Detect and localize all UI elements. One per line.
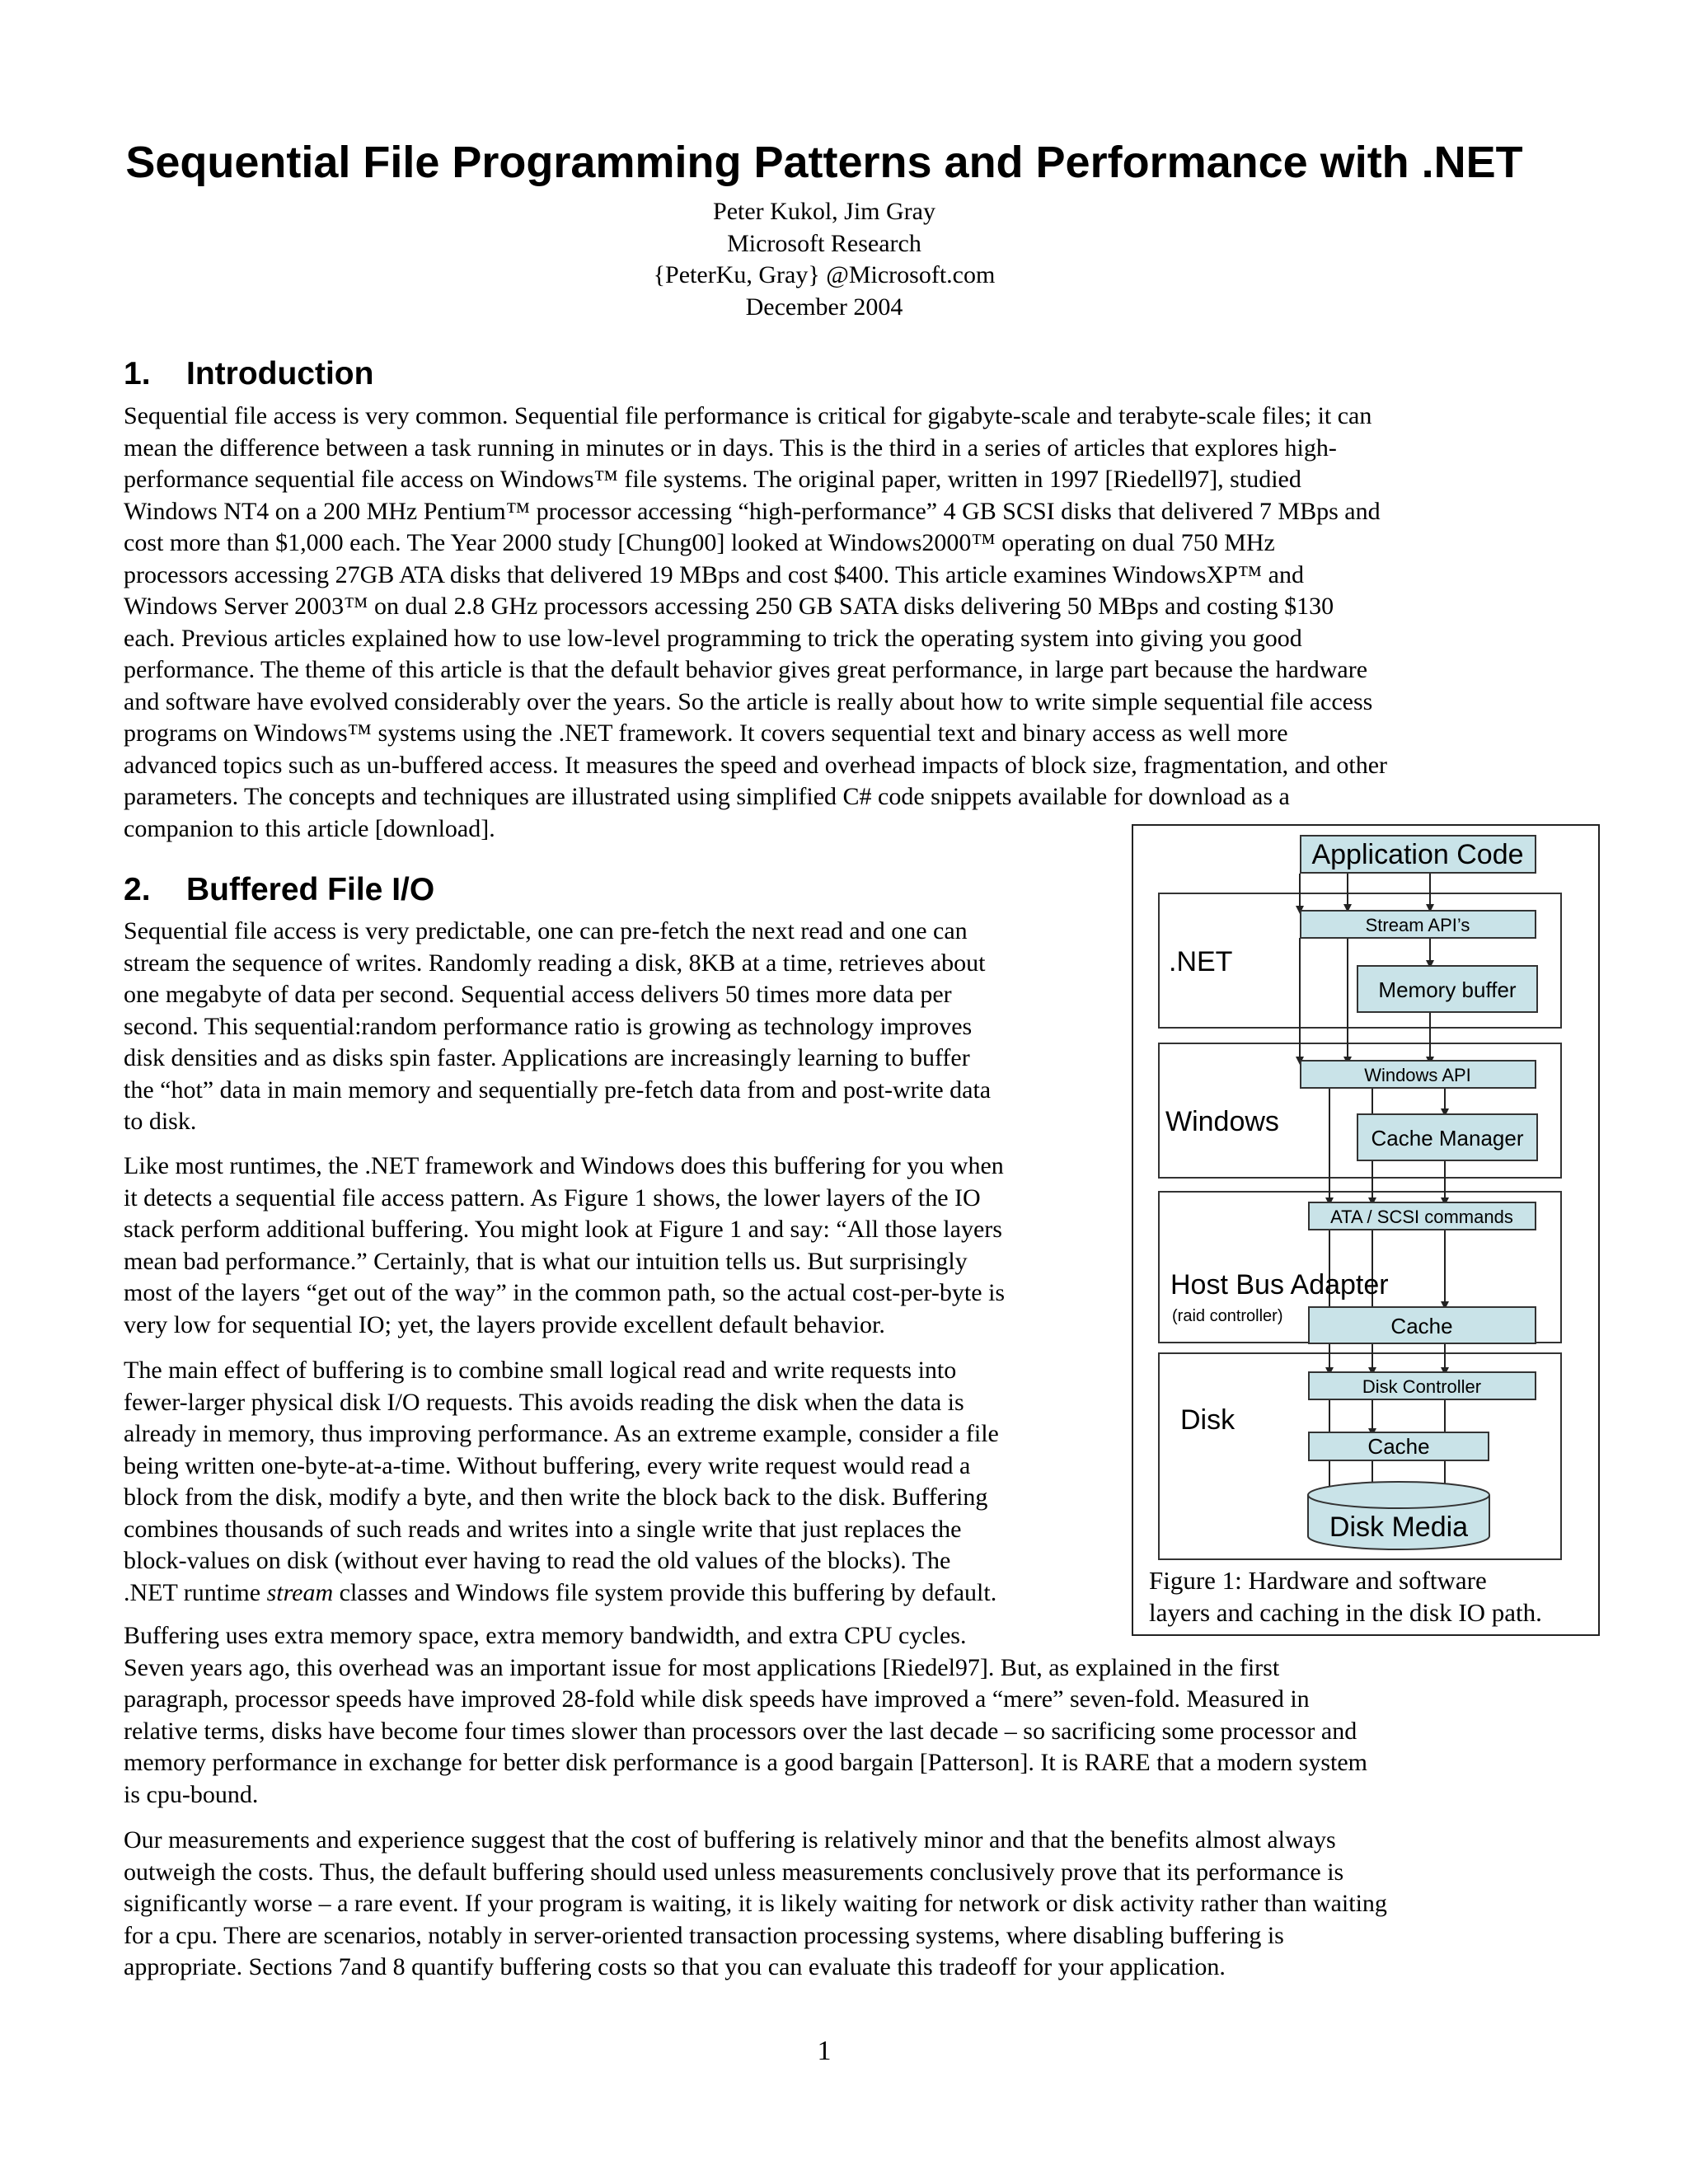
io-stack-diagram xyxy=(1133,826,1601,1638)
affiliation: Microsoft Research xyxy=(727,229,921,257)
paragraph-line: .NET runtime stream classes and Windows file system provide this buffering by default. xyxy=(124,1578,997,1606)
figure-1 xyxy=(1132,824,1600,1636)
paragraph-line: block-values on disk (without ever having to read the old values of the blocks). The xyxy=(124,1547,951,1574)
paragraph-line: outweigh the costs. Thus, the default buffering should used unless measurements conclusively prove that its performance is xyxy=(124,1858,1344,1886)
paragraph-line: stream the sequence of writes. Randomly reading a disk, 8KB at a time, retrieves about xyxy=(124,949,986,977)
caption-line-1: Figure 1: Hardware and software xyxy=(1149,1566,1487,1595)
application-code-box xyxy=(1301,836,1536,873)
paragraph-line: mean the difference between a task running in minutes or in days. This is the third in a series of articles that explores high- xyxy=(124,434,1337,462)
svg-text:Cache: Cache xyxy=(1390,1314,1453,1338)
paragraph-line: processors accessing 27GB ATA disks that delivered 19 MBps and cost $400. This article examines WindowsXP™ and xyxy=(124,560,1304,588)
paragraph-line: one megabyte of data per second. Sequential access delivers 50 times more data per xyxy=(124,981,952,1008)
windows-label: Windows xyxy=(1165,1106,1279,1137)
paragraph-line: cost more than $1,000 each. The Year 2000 study [Chung00] looked at Windows2000™ operating on dual 750 MHz xyxy=(124,529,1275,556)
paragraph-line: programs on Windows™ systems using the .NET framework. It covers sequential text and binary access as well more xyxy=(124,719,1288,747)
svg-text:ATA / SCSI commands: ATA / SCSI commands xyxy=(1330,1207,1513,1227)
paragraph-line: second. This sequential:random performance ratio is growing as technology improves xyxy=(124,1012,973,1040)
svg-text:Stream API’s: Stream API’s xyxy=(1365,915,1470,935)
authors: Peter Kukol, Jim Gray xyxy=(713,198,935,225)
paragraph-line: Windows Server 2003™ on dual 2.8 GHz processors accessing 250 GB SATA disks delivering 50 MBps and costing $130 xyxy=(124,593,1334,620)
figure-1-caption xyxy=(1149,1564,1542,1629)
caption-line-2: layers and caching in the disk IO path. xyxy=(1149,1598,1542,1627)
paragraph-line: Windows NT4 on a 200 MHz Pentium™ processor accessing “high-performance” 4 GB SCSI disks that delivered 7 MBps and xyxy=(124,497,1381,525)
paragraph-line: is cpu-bound. xyxy=(124,1780,259,1808)
disk-cache-box xyxy=(1309,1432,1489,1460)
buffered-paragraph-2 xyxy=(124,1151,1005,1341)
net-label: .NET xyxy=(1169,946,1233,977)
buffered-paragraph-4 xyxy=(124,1620,1367,1811)
ata-scsi-box xyxy=(1309,1202,1536,1230)
paragraph-line: combines thousands of such reads and writes into a single write that just replaces the xyxy=(124,1515,962,1543)
author-block xyxy=(0,196,1648,323)
section-2-number: 2. xyxy=(124,872,151,907)
paragraph-line: companion to this article [download]. xyxy=(124,814,495,842)
section-2-title: Buffered File I/O xyxy=(186,872,435,907)
paragraph-line: Seven years ago, this overhead was an important issue for most applications [Riedel97]. But, as explained in the first xyxy=(124,1653,1280,1681)
paragraph-line: being written one-byte-at-a-time. Without buffering, every write request would read a xyxy=(124,1451,971,1479)
paragraph-line: memory performance in exchange for better disk performance is a good bargain [Patterson]. It is RARE that a modern system xyxy=(124,1749,1367,1776)
paragraph-line: The main effect of buffering is to combine small logical read and write requests into xyxy=(124,1357,957,1384)
paragraph-line: the “hot” data in main memory and sequentially pre-fetch data from and post-write data xyxy=(124,1076,992,1104)
paragraph-line: Sequential file access is very common. Sequential file performance is critical for gigabyte-scale and terabyte-scale files; it can xyxy=(124,402,1372,429)
hba-sublabel: (raid controller) xyxy=(1172,1307,1283,1325)
paragraph-line: Buffering uses extra memory space, extra memory bandwidth, and extra CPU cycles. xyxy=(124,1622,967,1649)
paper-title: Sequential File Programming Patterns and Performance with .NET xyxy=(125,138,1523,187)
windows-api-box xyxy=(1301,1061,1536,1088)
paragraph-line: most of the layers “get out of the way” in the common path, so the actual cost-per-byte is xyxy=(124,1279,1006,1306)
memory-buffer-box xyxy=(1357,966,1537,1012)
disk-controller-box xyxy=(1309,1372,1536,1399)
paragraph-line: it detects a sequential file access pattern. As Figure 1 shows, the lower layers of the IO xyxy=(124,1183,981,1212)
paragraph-line: mean bad performance.” Certainly, that is what our intuition tells us. But surprisingly xyxy=(124,1247,968,1275)
svg-text:Cache Manager: Cache Manager xyxy=(1371,1126,1524,1151)
paragraph-line: Our measurements and experience suggest that the cost of buffering is relatively minor and that the benefits almost always xyxy=(124,1826,1336,1854)
section-2-heading xyxy=(124,872,434,908)
svg-text:Windows API: Windows API xyxy=(1364,1065,1471,1085)
paragraph-line: stack perform additional buffering. You might look at Figure 1 and say: “All those layers xyxy=(124,1216,1002,1243)
stream-apis-box xyxy=(1301,911,1536,938)
section-1-number: 1. xyxy=(124,356,151,391)
paragraph-line: for a cpu. There are scenarios, notably in server-oriented transaction processing systems, where disabling buffering is xyxy=(124,1921,1284,1949)
hba-label: Host Bus Adapter xyxy=(1170,1269,1389,1301)
cache-manager-box xyxy=(1357,1114,1537,1160)
intro-paragraph xyxy=(124,401,1387,845)
svg-text:Disk Media: Disk Media xyxy=(1329,1511,1469,1543)
paragraph-line: appropriate. Sections 7and 8 quantify buffering costs so that you can evaluate this tradeoff for your application. xyxy=(124,1953,1226,1980)
disk-media-cylinder xyxy=(1308,1482,1489,1549)
paragraph-line: block from the disk, modify a byte, and then write the block back to the disk. Buffering xyxy=(124,1483,988,1511)
paragraph-line: significantly worse – a rare event. If your program is waiting, it is likely waiting for network or disk activity rather than waiting xyxy=(124,1890,1387,1917)
paragraph-line: and software have evolved considerably over the years. So the article is really about how to write simple sequential file access xyxy=(124,687,1373,715)
paragraph-line: parameters. The concepts and techniques are illustrated using simplified C# code snippets available for download as a xyxy=(124,783,1290,810)
svg-text:Application Code: Application Code xyxy=(1311,839,1524,870)
paragraph-line: relative terms, disks have become four times slower than processors over the last decade – so sacrificing some processor and xyxy=(124,1717,1357,1745)
paragraph-line: Sequential file access is very predictable, one can pre-fetch the next read and one can xyxy=(124,917,968,944)
paragraph-line: paragraph, processor speeds have improved 28-fold while disk speeds have improved a “mere” seven-fold. Measured in xyxy=(124,1685,1310,1713)
section-1-heading xyxy=(124,356,373,392)
hba-cache-box xyxy=(1309,1307,1536,1343)
buffered-paragraph-3 xyxy=(124,1355,999,1609)
stream-emphasis: stream xyxy=(266,1578,334,1606)
svg-text:Cache: Cache xyxy=(1367,1434,1430,1459)
paragraph-line: performance sequential file access on Windows™ file systems. The original paper, written in 1997 [Riedell97], studied xyxy=(124,466,1301,493)
buffered-paragraph-1 xyxy=(124,916,991,1138)
paragraph-line: to disk. xyxy=(124,1108,197,1135)
page-number: 1 xyxy=(817,2036,832,2066)
disk-label: Disk xyxy=(1180,1404,1236,1436)
paragraph-line: already in memory, thus improving performance. As an extreme example, consider a file xyxy=(124,1420,999,1447)
paragraph-line: very low for sequential IO; yet, the layers provide excellent default behavior. xyxy=(124,1310,885,1338)
svg-text:Disk Controller: Disk Controller xyxy=(1362,1376,1482,1397)
paragraph-line: performance. The theme of this article is that the default behavior gives great performance, in large part because the hardware xyxy=(124,656,1368,683)
buffered-paragraph-5 xyxy=(124,1825,1387,1984)
svg-text:Memory buffer: Memory buffer xyxy=(1378,977,1517,1002)
paragraph-line: disk densities and as disks spin faster. Applications are increasingly learning to buffer xyxy=(124,1044,970,1071)
section-1-title: Introduction xyxy=(186,356,374,391)
paragraph-line: fewer-larger physical disk I/O requests. This avoids reading the disk when the data is xyxy=(124,1388,964,1416)
paragraph-line: Like most runtimes, the .NET framework and Windows does this buffering for you when xyxy=(124,1152,1004,1179)
email: {PeterKu, Gray} @Microsoft.com xyxy=(653,261,996,288)
paragraph-line: each. Previous articles explained how to use low-level programming to trick the operating system into giving you good xyxy=(124,624,1302,652)
date: December 2004 xyxy=(745,293,903,321)
paragraph-line: advanced topics such as un-buffered access. It measures the speed and overhead impacts of block size, fragmentation, and other xyxy=(124,751,1388,779)
